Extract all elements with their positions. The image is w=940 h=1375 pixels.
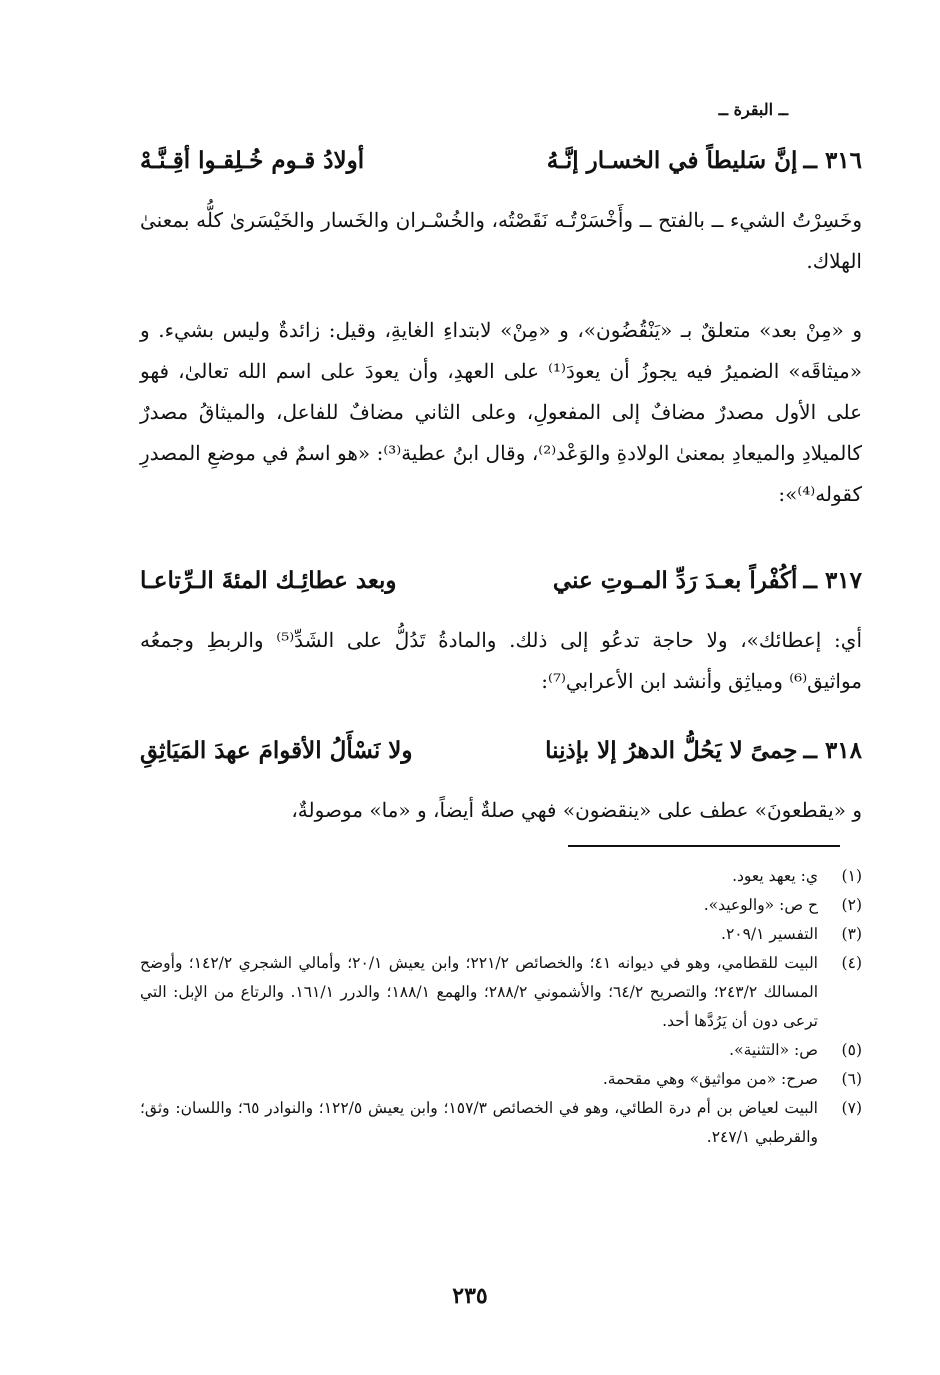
- footnote-6: [140, 1065, 862, 1094]
- verse-317: [140, 560, 862, 600]
- footnote-number: (٧): [841, 1099, 862, 1117]
- footnote-text: البيت للقطامي، وهو في ديوانه ٤١؛ والخصائص ٢٢١/٢؛ وابن يعيش ٢٠/١؛ وأمالي الشجري ١٤٢/٢؛ وأوضح المسالك ٢٤٣/٢؛ والتصريح ٦٤/٢؛ والأشموني ٢٨٨/٢؛ والهمع ١٨٨/١؛ والدرر ١٦١/١. والرتاع من الإبل: التي ترعى دون أن يَرُدَّها أحد.: [140, 954, 819, 1030]
- verse-number: ٣١٦ ــ: [803, 146, 862, 174]
- paragraph-1: [140, 200, 862, 282]
- footnote-text: البيت لعياض بن أم درة الطائي، وهو في الخصائص ١٥٧/٣؛ وابن يعيش ١٢٢/٥؛ والنوادر ٦٥؛ واللسان: وثق؛ والقرطبي ٢٤٧/١.: [140, 1099, 818, 1146]
- paragraph-text: و «مِنْ بعد» متعلقٌ بـ «يَنْقُضُون»، و «مِنْ» لابتداءِ الغايةِ، وقيل: زائدةٌ وليس بشيء. و «ميثاقَه» الضميرُ فيه يجوزُ أن يعودَ⁽¹⁾ على العهدِ، وأن يعودَ على اسم الله تعالىٰ، فهو على الأول مصدرٌ مضافٌ إلى المفعولِ، وعلى الثاني مضافٌ للفاعل، والميثاقُ مصدرٌ كالميلادِ والميعادِ بمعنىٰ الولادةِ والوَعْد⁽²⁾، وقال ابنُ عطية⁽³⁾: «هو اسمٌ في موضعِ المصدرِ كقوله⁽⁴⁾»:: [140, 318, 862, 506]
- paragraph-text: وخَسِرْتُ الشيء ــ بالفتح ــ وأَخْسَرْتُـه نَقَصْتُه، والخُسْـران والخَسار والخَيْسَرىٰ كلُّه بمعنىٰ الهلاك.: [140, 208, 862, 273]
- footnote-4: [140, 949, 862, 1036]
- verse-first-hemistich: إنَّ سَليطاً في الخسـار إنَّـهُ: [546, 146, 798, 174]
- footnote-text: ح ص: «والوعيد».: [703, 896, 818, 914]
- footnote-number: (٢): [841, 896, 862, 914]
- footnote-1: [140, 862, 862, 891]
- footnote-text: التفسير ٢٠٩/١.: [721, 925, 818, 943]
- footnote-number: (١): [841, 867, 862, 885]
- footnote-number: (٤): [841, 954, 862, 972]
- footnote-number: (٣): [841, 925, 862, 943]
- paragraph-text: و «يقطعونَ» عطف على «ينقضون» فهي صلةٌ أيضاً، و «ما» موصولةٌ،: [291, 798, 862, 822]
- verse-318: [140, 730, 862, 770]
- footnote-5: [140, 1036, 862, 1065]
- verse-first-hemistich: حِمىً لا يَحُلُّ الدهرُ إلا بإذنِنا: [545, 736, 798, 764]
- footnotes: [140, 862, 862, 1152]
- page-number: ٢٣٥: [452, 1283, 488, 1309]
- paragraph-text: أي: إعطائك»، ولا حاجة تدعُو إلى ذلك. والمادةُ تَدُلُّ على الشَدِّ⁽⁵⁾ والربطِ وجمعُه مواثيق⁽⁶⁾ ومياثِق وأنشد ابن الأعرابي⁽⁷⁾:: [140, 628, 862, 693]
- footnote-number: (٥): [841, 1041, 862, 1059]
- verse-second-hemistich: وبعد عطائِـك المئةَ الـرِّتاعـا: [140, 566, 397, 594]
- running-header: ــ البقرة ــ: [718, 100, 788, 119]
- verse-second-hemistich: ولا نَسْأَلُ الأقوامَ عهدَ المَيَاثِقِ: [140, 736, 413, 764]
- footnote-text: ص: «التثنية».: [729, 1041, 818, 1059]
- verse-number: ٣١٧ ــ: [803, 566, 862, 594]
- footnote-2: [140, 891, 862, 920]
- paragraph-4: [140, 790, 862, 831]
- verse-316: [140, 140, 862, 180]
- footnote-number: (٦): [841, 1070, 862, 1088]
- footnote-text: صرح: «من مواثيق» وهي مقحمة.: [602, 1070, 818, 1088]
- verse-first-hemistich: أكُفْراً بعـدَ رَدِّ المـوتِ عني: [552, 566, 798, 594]
- footnote-3: [140, 920, 862, 949]
- footnote-7: [140, 1094, 862, 1152]
- footnote-separator: [568, 845, 840, 847]
- paragraph-2: [140, 310, 862, 515]
- paragraph-3: [140, 620, 862, 702]
- verse-second-hemistich: أولادُ قـوم خُـلِقـوا أقِـنَّـهْ: [140, 146, 365, 174]
- footnote-text: ي: يعهد يعود.: [732, 867, 818, 885]
- verse-number: ٣١٨ ــ: [803, 736, 862, 764]
